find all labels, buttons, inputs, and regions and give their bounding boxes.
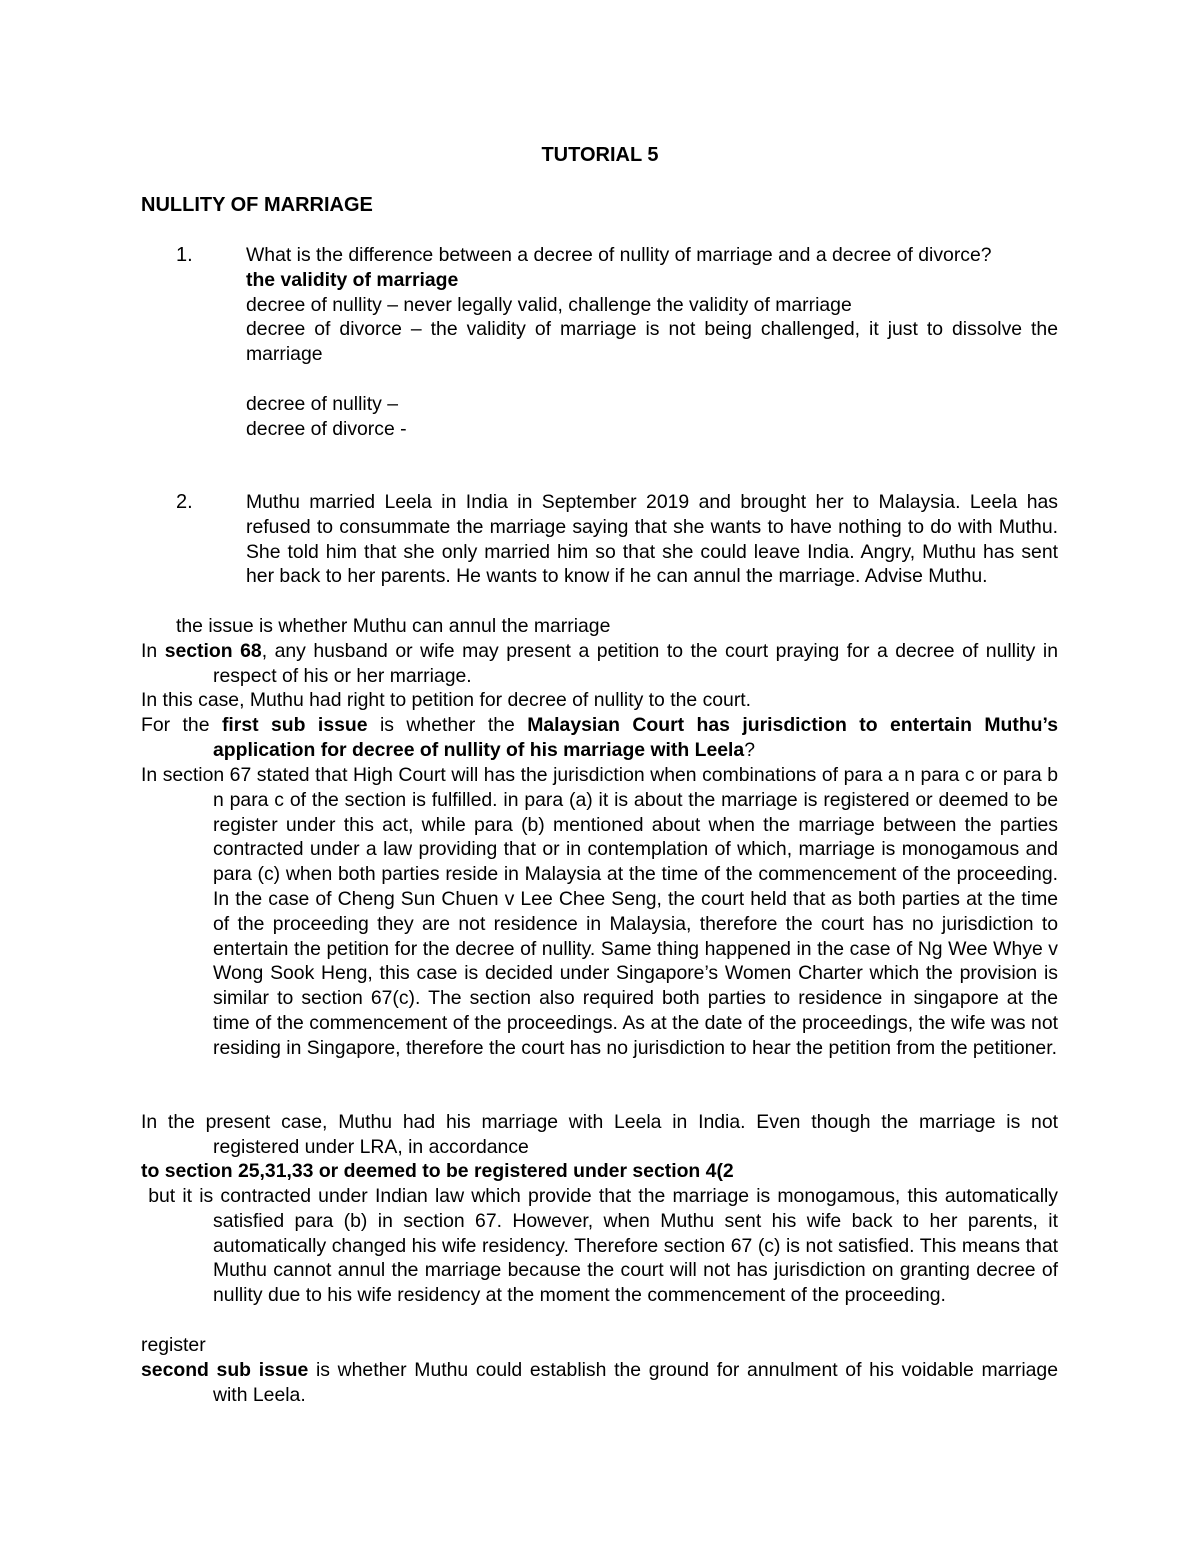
q1-question: What is the difference between a decree of nullity of marriage and a decree of divorce? — [246, 244, 992, 266]
para-first-sub-issue — [141, 713, 1058, 763]
q1-number: 1. — [176, 244, 193, 266]
q1-spacer — [246, 367, 1058, 392]
q1-line-nullity: decree of nullity – never legally valid, challenge the validity of marriage — [246, 293, 852, 316]
q1-line-nullity-2: decree of nullity – — [246, 392, 398, 415]
first-bold-2: Malaysian Court has jurisdiction to entertain Muthu’s application for decree of nullity of his marriage with Leela — [213, 714, 1058, 761]
first-mid: is whether the — [367, 714, 528, 736]
first-post: ? — [744, 738, 755, 761]
para-present-case: In the present case, Muthu had his marriage with Leela in India. Even though the marriage is not registered under LRA, in accordance — [141, 1111, 1058, 1158]
section-heading: NULLITY OF MARRIAGE — [141, 194, 373, 216]
s68-pre: In — [141, 640, 165, 662]
s68-post: , any husband or wife may present a petition to the court praying for a decree of nullity in respect of his or her marriage. — [213, 640, 1058, 687]
q1-line-divorce: decree of divorce – the validity of marriage is not being challenged, it just to dissolve the marriage — [246, 318, 1058, 366]
document-title: TUTORIAL 5 — [541, 144, 659, 166]
q2-question: Muthu married Leela in India in September 2019 and brought her to Malaysia. Leela has refused to consummate the marriage saying that she wants to have nothing to do with Muthu. She told him that she only married him so that she could leave India. Angry, Muthu has sent her back to her parents. He wants to know if he can annul the marriage. Advise Muthu. — [246, 491, 1058, 588]
q1-answer-heading: the validity of marriage — [246, 268, 459, 291]
issue-line: the issue is whether Muthu can annul the marriage — [176, 615, 611, 637]
second-bold: second sub issue — [141, 1359, 309, 1381]
para-register: register — [141, 1334, 206, 1356]
first-bold-1: first sub issue — [221, 714, 368, 736]
para-this-case: In this case, Muthu had right to petition for decree of nullity to the court. — [141, 689, 752, 711]
q1-block — [246, 243, 1058, 441]
para-section-67: In section 67 stated that High Court will has the jurisdiction when combinations of para a n para c or para b n para c of the section is fulfilled. in para (a) it is about the marriage is registered or deemed to be register under this act, while para (b) mentioned about when the marriage between the parties contracted under a law providing that or in contemplation of which, marriage is monogamous and para (c) when both parties reside in Malaysia at the time of the commencement of the proceeding. In the case of Cheng Sun Chuen v Lee Chee Seng, the court held that as both parties at the time of the proceeding they are not residence in Malaysia, therefore the court has no jurisdiction to entertain the petition for the decree of nullity. Same thing happened in the case of Ng Wee Whye v Wong Sook Heng, this case is decided under Singapore’s Women Charter which the provision is similar to section 67(c). The section also required both parties to residence in singapore at the time of the commencement of the proceedings. As at the date of the proceedings, the wife was not residing in Singapore, therefore the court has no jurisdiction to hear the petition from the petitioner. — [141, 764, 1058, 1059]
second-post: is whether Muthu could establish the ground for annulment of his voidable marriage with Leela. — [213, 1359, 1058, 1406]
q1-line-divorce-2: decree of divorce - — [246, 417, 407, 440]
para-but-contracted: but it is contracted under Indian law which provide that the marriage is monogamous, this automatically satisfied para (b) in section 67. However, when Muthu sent his wife back to her parents, it automatically changed his wife residency. Therefore section 67 (c) is not satisfied. This means that Muthu cannot annul the marriage because the court will not has jurisdiction on granting decree of nullity due to his wife residency at the moment the commencement of the proceeding. — [141, 1185, 1064, 1307]
s68-bold: section 68 — [164, 640, 262, 662]
para-second-sub-issue — [141, 1358, 1058, 1408]
para-section-68 — [141, 639, 1058, 689]
first-pre: For the — [141, 714, 222, 736]
para-bold-section: to section 25,31,33 or deemed to be registered under section 4(2 — [141, 1160, 734, 1182]
q2-number: 2. — [176, 491, 193, 513]
